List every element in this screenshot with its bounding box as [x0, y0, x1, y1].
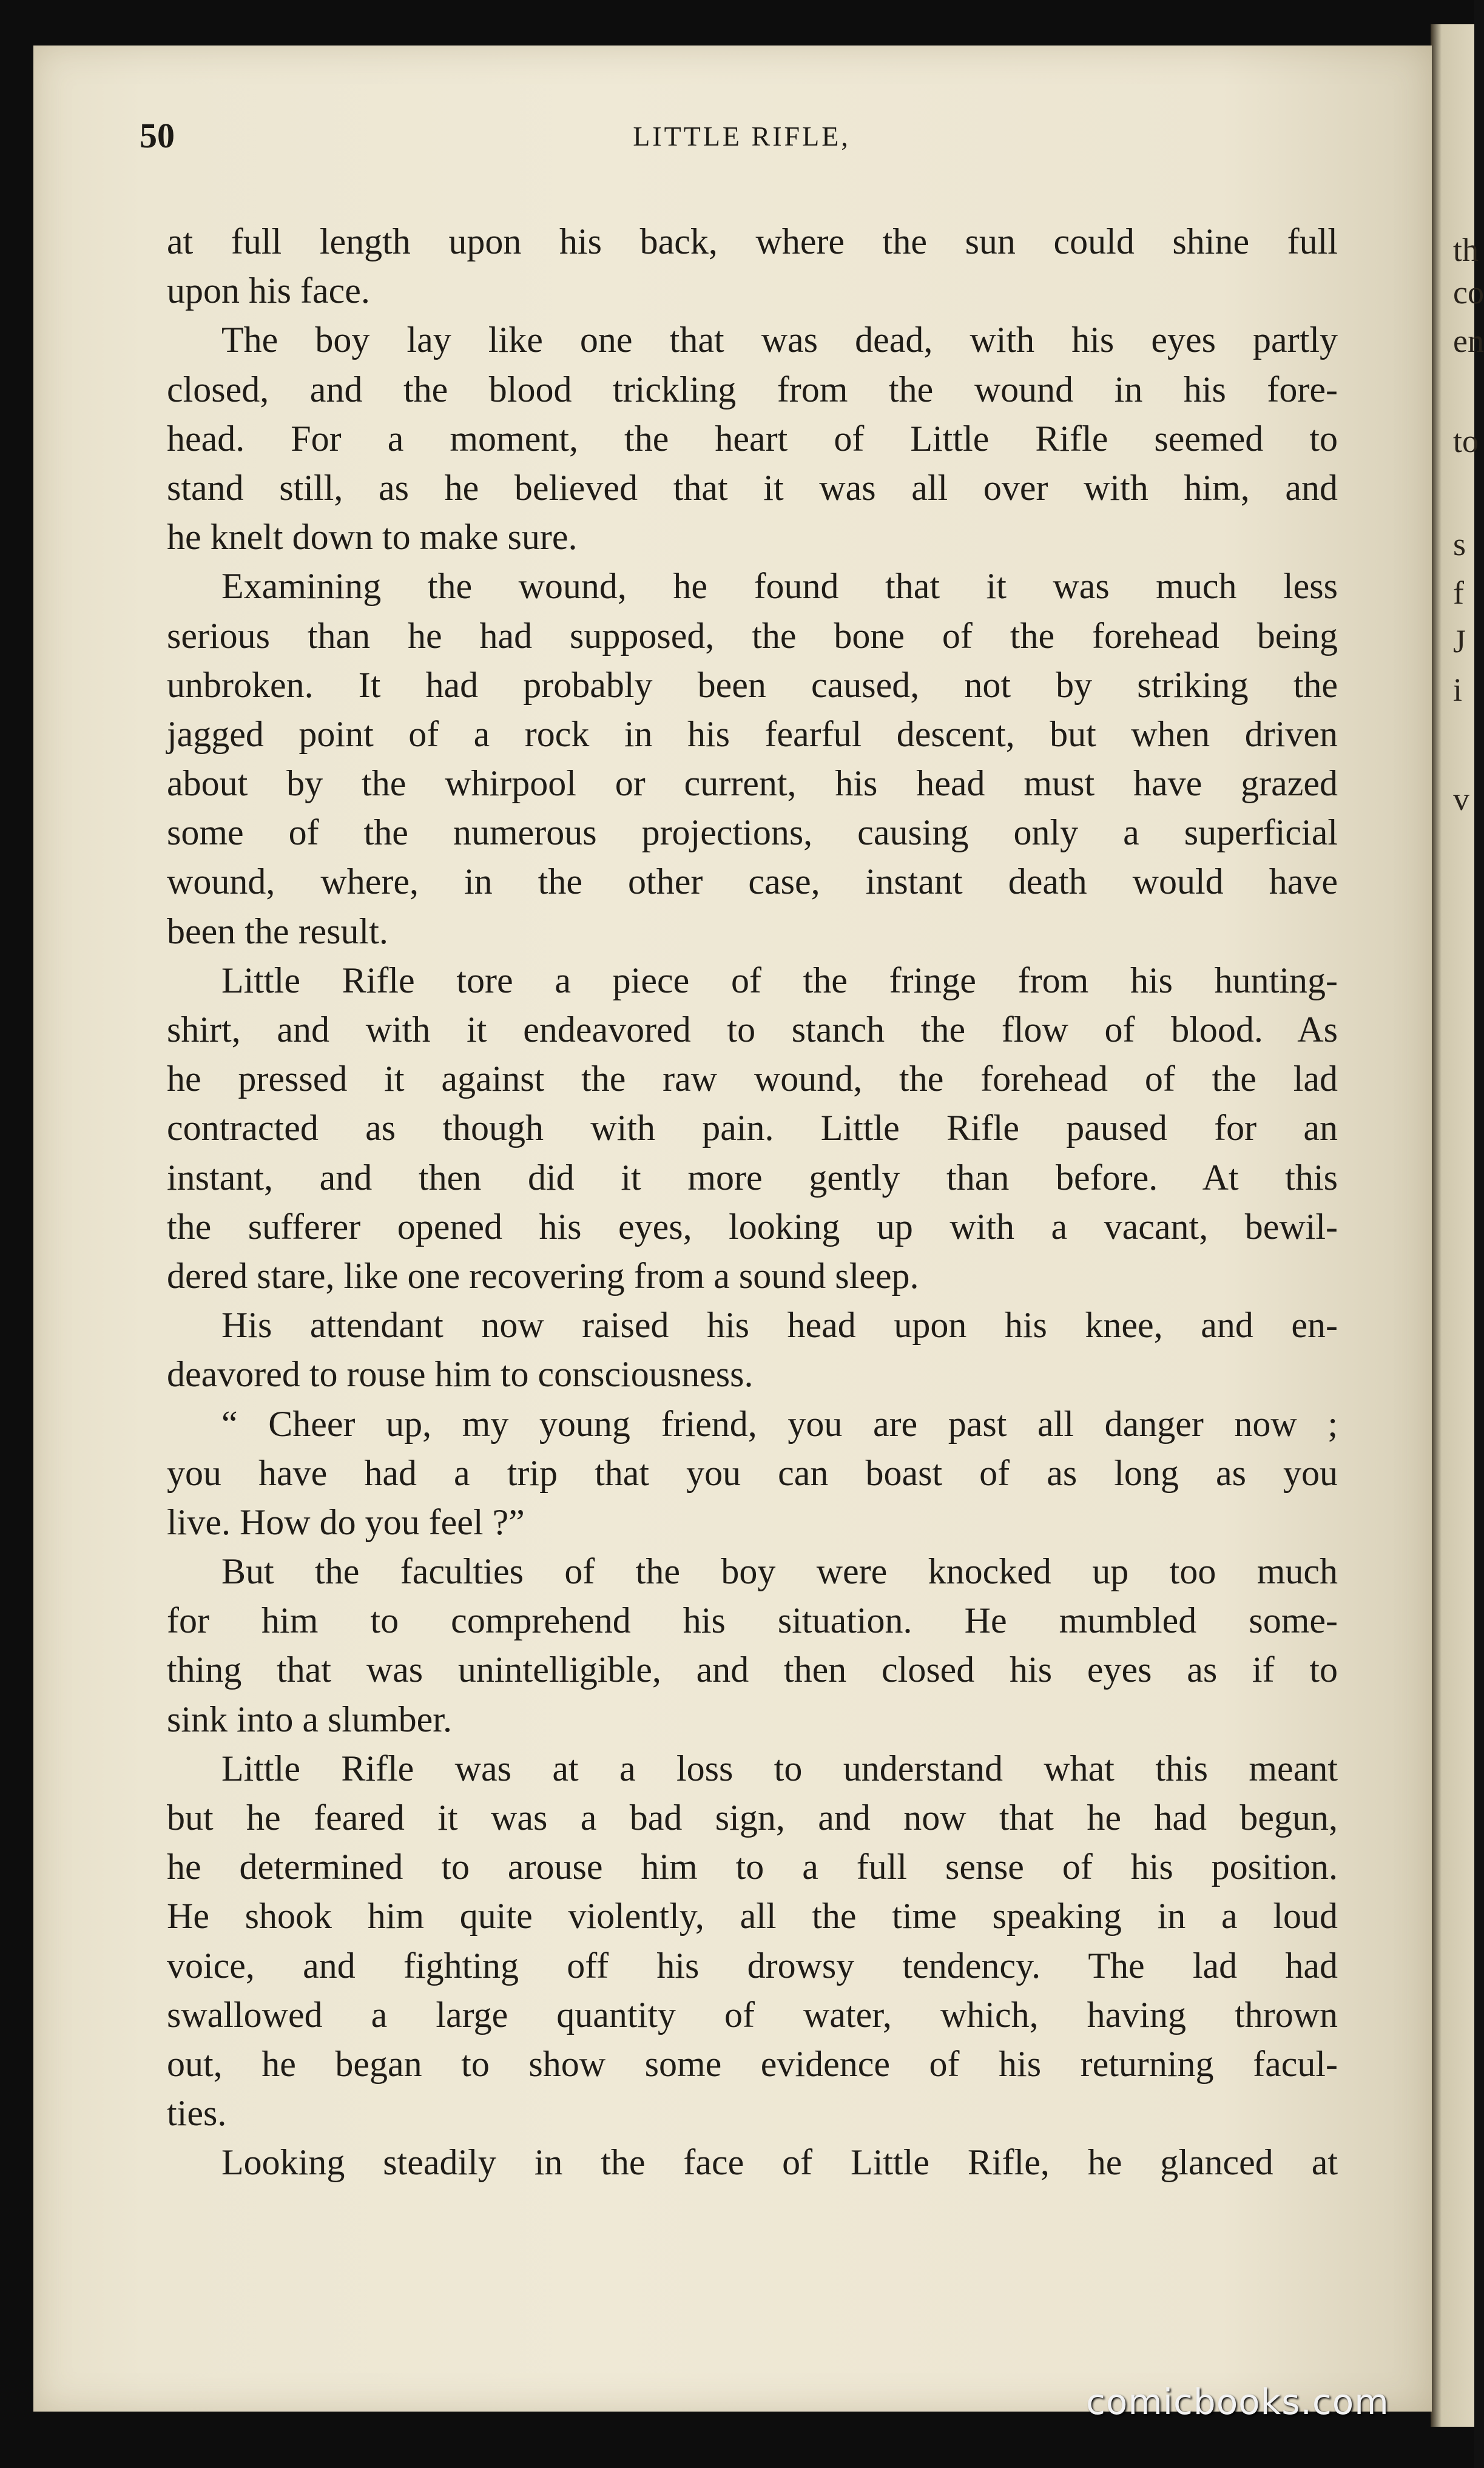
- text-line: instant, and then did it more gently than before. At this: [167, 1157, 1338, 1198]
- text-line: for him to comprehend his situation. He mumbled some-: [167, 1600, 1338, 1641]
- text-line: contracted as though with pain. Little Rifle paused for an: [167, 1108, 1338, 1148]
- text-line: live. How do you feel ?”: [167, 1502, 525, 1542]
- facing-page-fragment: i: [1453, 672, 1463, 708]
- facing-page-edge: [1431, 24, 1474, 2427]
- text-line: wound, where, in the other case, instant death would have: [167, 861, 1338, 902]
- text-line: been the result.: [167, 911, 388, 951]
- text-line: deavored to rouse him to consciousness.: [167, 1354, 754, 1395]
- text-line: serious than he had supposed, the bone of the forehead being: [167, 615, 1338, 656]
- facing-page-fragment: th: [1453, 232, 1479, 268]
- text-line: about by the whirpool or current, his head must have grazed: [167, 763, 1338, 804]
- text-line: but he feared it was a bad sign, and now that he had begun,: [167, 1798, 1338, 1838]
- facing-page-fragment: en: [1453, 323, 1484, 359]
- text-line: Little Rifle was at a loss to understand what this meant: [221, 1748, 1338, 1789]
- text-line: he pressed it against the raw wound, the forehead of the lad: [167, 1059, 1338, 1099]
- text-line: He shook him quite violently, all the time speaking in a loud: [167, 1896, 1338, 1937]
- text-line: at full length upon his back, where the sun could shine full: [167, 221, 1338, 261]
- text-line: unbroken. It had probably been caused, not by striking the: [167, 664, 1338, 705]
- page-number: 50: [140, 116, 175, 155]
- facing-page-fragment: co: [1453, 274, 1484, 311]
- text-line: “ Cheer up, my young friend, you are past all danger now ;: [221, 1403, 1338, 1444]
- text-line: upon his face.: [167, 271, 370, 311]
- text-line: head. For a moment, the heart of Little Rifle seemed to: [167, 418, 1338, 459]
- text-line: you have had a trip that you can boast of as long as you: [167, 1452, 1338, 1493]
- facing-page-fragment: f: [1453, 575, 1464, 611]
- text-line: ties.: [167, 2093, 227, 2134]
- facing-page-fragment: v: [1453, 781, 1469, 817]
- facing-page-fragment: J: [1453, 623, 1466, 659]
- text-line: swallowed a large quantity of water, which, having thrown: [167, 1994, 1338, 2035]
- text-line: His attendant now raised his head upon his knee, and en-: [221, 1305, 1338, 1346]
- text-line: he knelt down to make sure.: [167, 517, 578, 558]
- text-line: he determined to arouse him to a full sense of his position.: [167, 1847, 1338, 1887]
- text-line: voice, and fighting off his drowsy tendency. The lad had: [167, 1945, 1338, 1986]
- text-line: thing that was unintelligible, and then closed his eyes as if to: [167, 1650, 1338, 1690]
- page-header: [140, 115, 1344, 170]
- text-line: closed, and the blood trickling from the wound in his fore-: [167, 369, 1338, 410]
- text-line: Looking steadily in the face of Little Rifle, he glanced at: [221, 2142, 1338, 2183]
- text-line: stand still, as he believed that it was all over with him, and: [167, 467, 1338, 508]
- running-title: LITTLE RIFLE,: [633, 121, 851, 152]
- text-line: dered stare, like one recovering from a sound sleep.: [167, 1255, 919, 1296]
- text-line: But the faculties of the boy were knocked up too much: [221, 1551, 1338, 1592]
- text-line: The boy lay like one that was dead, with his eyes partly: [221, 320, 1338, 360]
- text-line: shirt, and with it endeavored to stanch the flow of blood. As: [167, 1010, 1338, 1050]
- text-line: jagged point of a rock in his fearful descent, but when driven: [167, 713, 1338, 754]
- text-line: sink into a slumber.: [167, 1699, 452, 1739]
- text-line: some of the numerous projections, causing only a superficial: [167, 812, 1338, 853]
- text-line: Little Rifle tore a piece of the fringe from his hunting-: [221, 960, 1338, 1000]
- page-body-text: [167, 217, 1338, 2188]
- facing-page-fragment: s: [1453, 526, 1466, 562]
- text-line: the sufferer opened his eyes, looking up with a vacant, bewil-: [167, 1206, 1338, 1247]
- text-line: out, he began to show some evidence of his returning facul-: [167, 2043, 1338, 2084]
- text-line: Examining the wound, he found that it was much less: [221, 566, 1338, 607]
- watermark-text: comicbooks.com: [1086, 2381, 1389, 2422]
- facing-page-fragment: to: [1453, 423, 1479, 459]
